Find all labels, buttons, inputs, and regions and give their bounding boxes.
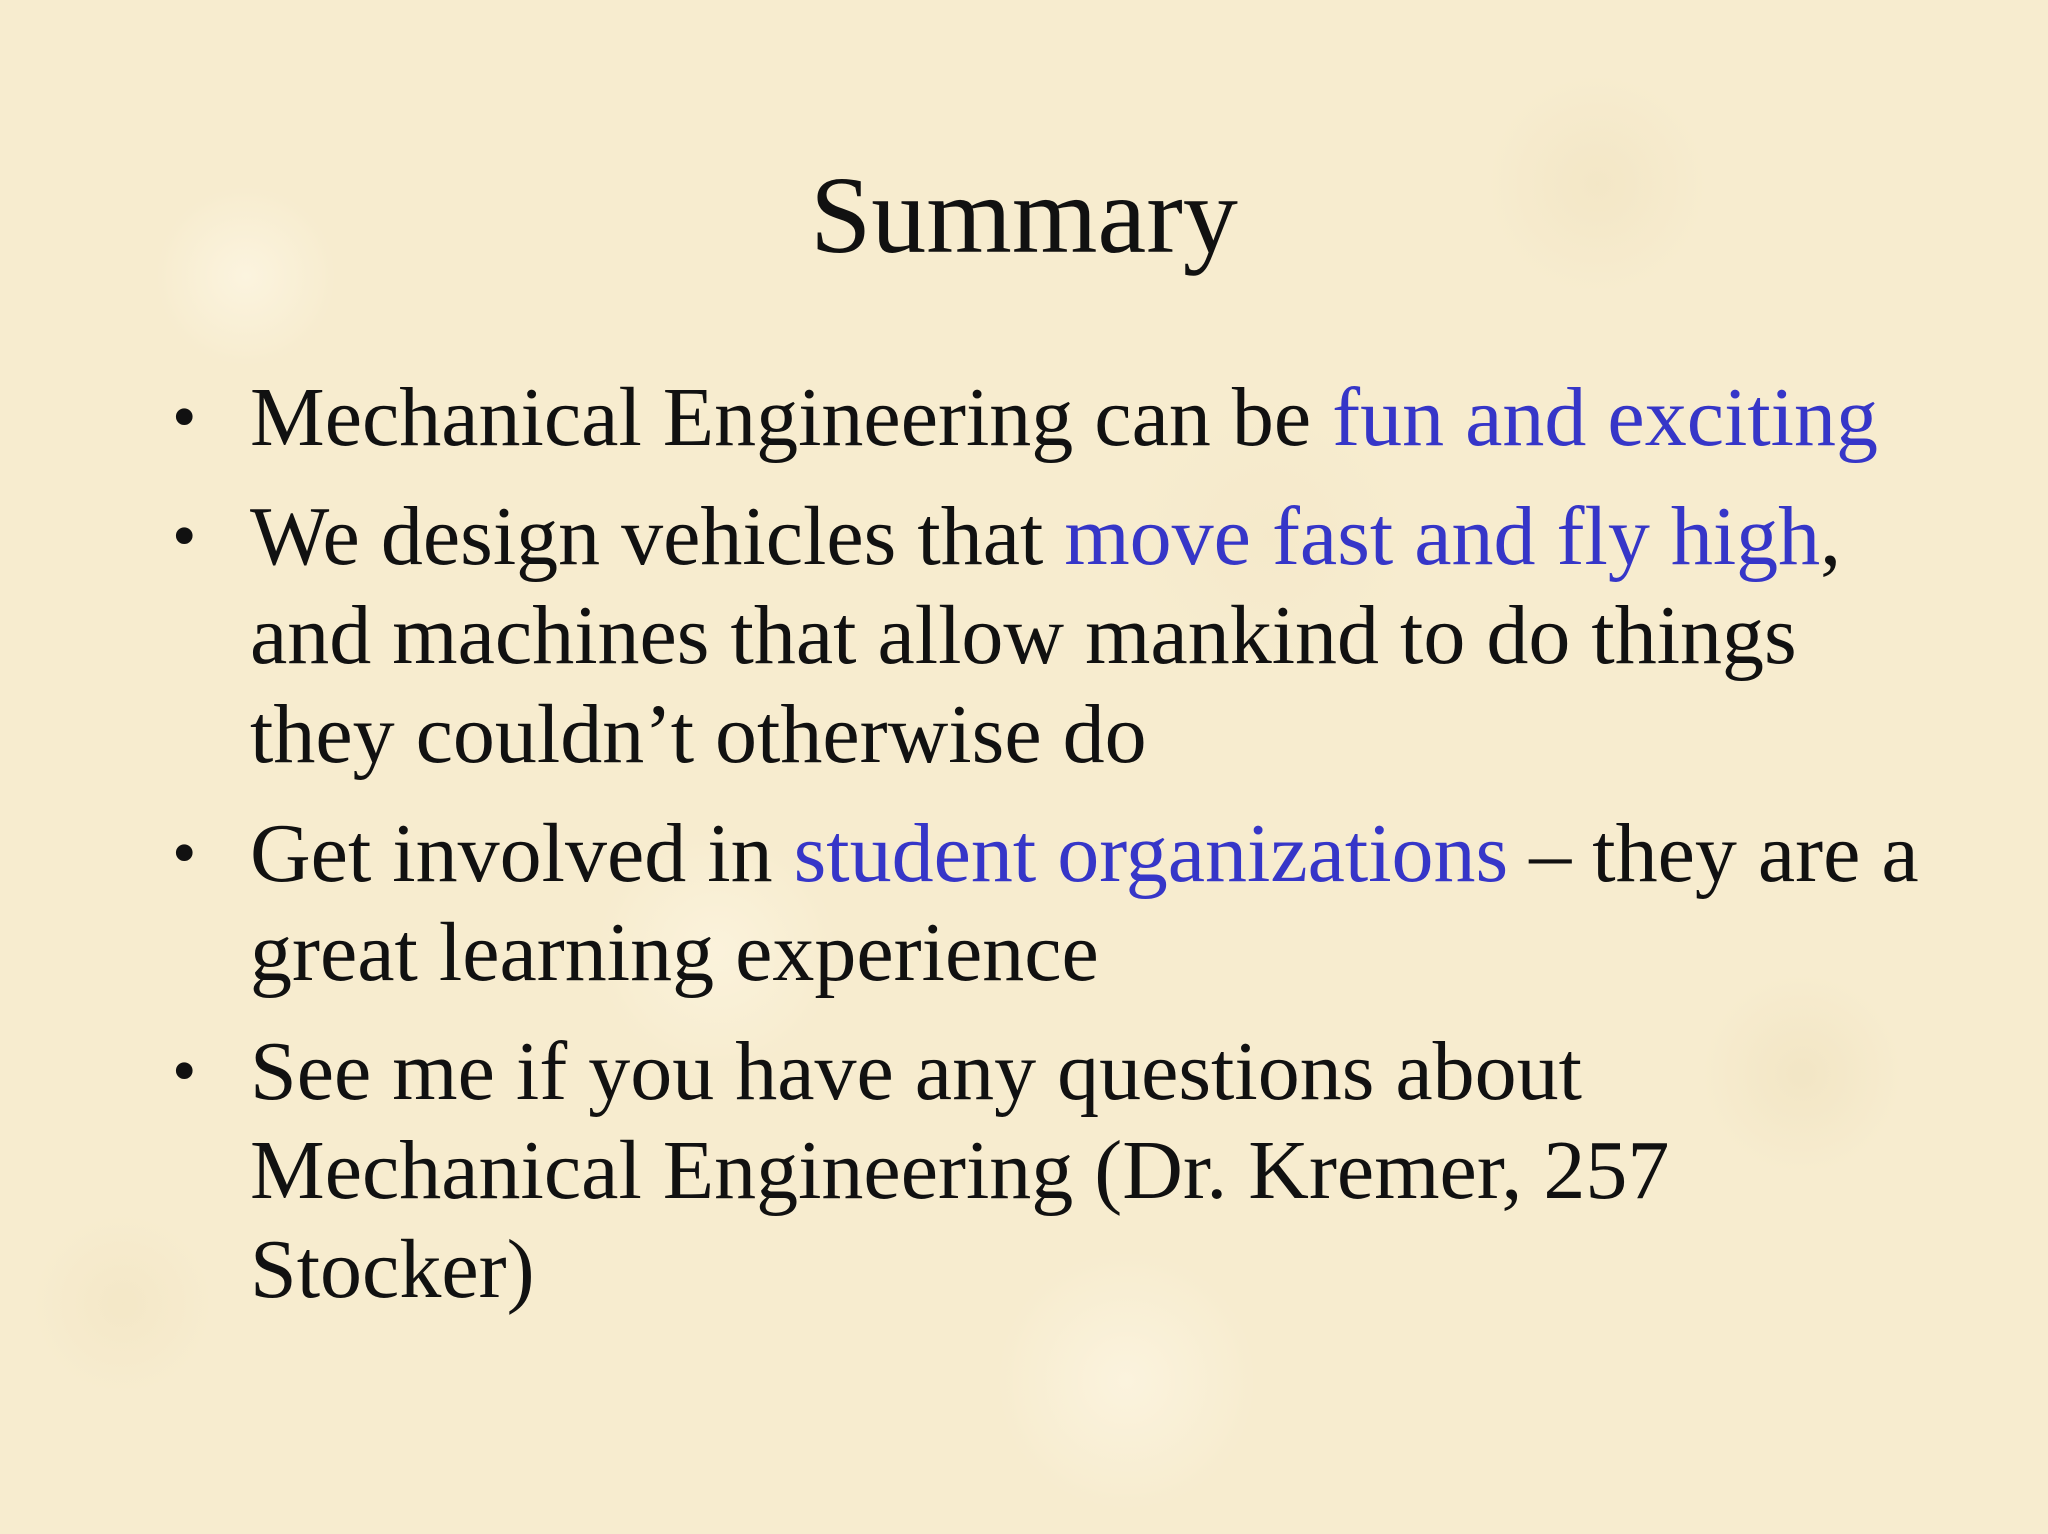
bullet-text-segment: We design vehicles that: [250, 490, 1065, 583]
bullet-text-segment: Mechanical Engineering can be: [250, 371, 1333, 464]
bullet-item: [160, 1022, 1920, 1319]
bullet-highlight-segment: move fast and fly high: [1064, 490, 1821, 583]
bullet-highlight-segment: fun and exciting: [1332, 371, 1878, 464]
bullet-text-segment: Get involved in: [250, 807, 794, 900]
bullet-item: [160, 487, 1920, 784]
bullet-highlight-segment: student organizations: [793, 807, 1509, 900]
bullet-text-segment: , and machines that allow mankind to do things they couldn’t otherwise do: [250, 490, 1842, 781]
bullet-marker: •: [172, 815, 197, 892]
bullet-item: [160, 804, 1920, 1002]
bullet-marker: •: [172, 379, 197, 456]
bullet-text-segment: – they are a great learning experience: [250, 807, 1919, 999]
bullet-marker: •: [172, 1033, 197, 1110]
bullet-item: [160, 368, 1920, 467]
bullet-text-segment: See me if you have any questions about Mechanical Engineering (Dr. Kremer, 257 Stocker): [250, 1025, 1670, 1316]
bullet-list: [160, 368, 1920, 1339]
bullet-marker: •: [172, 498, 197, 575]
slide-title: Summary: [810, 154, 1238, 276]
